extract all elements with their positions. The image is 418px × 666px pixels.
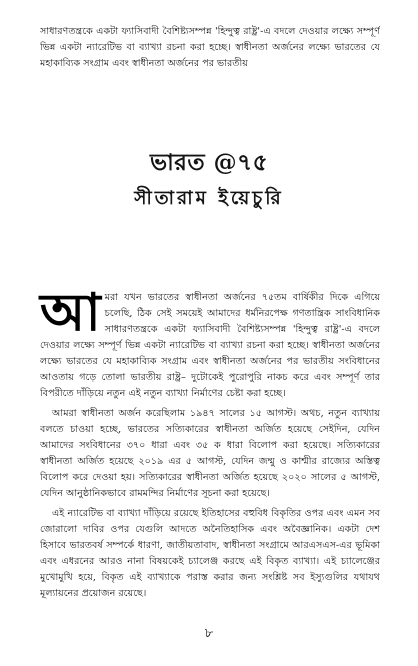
drop-cap: আ	[40, 282, 101, 343]
ghost-text-top	[40, 24, 380, 72]
paragraph-3: এই ন্যারেটিভ বা ব্যাখ্যা দাঁড়িয়ে রয়েছে ইতিহাসের বহুবিধ বিকৃতির ওপর এবং এমন সব জোরালো দাবির ওপর যেগুলি আদতে অনৈতিহাসিক এবং অবৈজ্ঞানিক। একটা দেশ হিসাবে ভারতবর্ষ সম্পর্কে ধারণা, জাতীয়তাবাদ, স্বাধীনতা সংগ্রামে আরএসএস-এর ভূমিকা এবং এধরনের আরও নানা বিষয়কেই চ্যালেঞ্জ করছে এই বিকৃত ব্যাখ্যা। এই চ্যালেঞ্জের মুখোমুখি হয়ে, বিকৃত এই ব্যাখ্যাকে পরাস্ত করার জন্য সংশ্লিষ্ট সব ইস্যুগুলির যথাযথ মূল্যায়নের প্রয়োজন রয়েছে।	[40, 508, 380, 599]
article-title: ভারত @৭৫	[149, 149, 269, 176]
paragraph-2: আমরা স্বাধীনতা অর্জন করেছিলাম ১৯৪৭ সালের ১৫ আগস্ট। অথচ, নতুন ব্যাখ্যায় বলতে চাওয়া হচ্ছে, ভারতের সত্যিকারের স্বাধীনতা অর্জিত হয়েছে সেইদিন, যেদিন আমাদের সংবিধানের ৩৭০ ধারা এবং ৩৫ ক ধারা বিলোপ করা হয়েছে। সত্যিকারের স্বাধীনতা অর্জিত হয়েছে ২০১৯ এর ৫ আগস্ট, যেদিন জম্মু ও কাশ্মীর রাজ্যের অস্তিত্ব বিলোপ করে দেওয়া হয়। সত্যিকারের স্বাধীনতা অর্জিত হয়েছে ২০২০ সালের ৫ আগস্ট, যেদিন আনুষ্ঠানিকভাবে রামমন্দির নির্মাণের সূচনা করা হয়েছে।	[40, 408, 380, 499]
paragraph-1	[40, 282, 380, 402]
page-number: ৮	[204, 626, 214, 641]
paragraph-1-text: মরা যখন ভারতের স্বাধীনতা অর্জনের ৭৫তম বার্ষিকীর দিকে এগিয়ে চলেছি, ঠিক সেই সময়েই আমাদের ধর্মনিরপেক্ষ গণতান্ত্রিক সাংবিধানিক সাধারণতন্ত্রকে একটা ফ্যাসিবাদী বৈশিষ্ট্যসম্পন্ন 'হিন্দুত্ব রাষ্ট্র'-এ বদলে দেওয়ার লক্ষ্যে সম্পূর্ণ ভিন্ন একটা ন্যারেটিভ বা ব্যাখ্যা রচনা করা হচ্ছে। স্বাধীনতা অর্জনের লক্ষ্যে ভারতের যে মহাকাব্যিক সংগ্রাম এবং স্বাধীনতা অর্জনের পর ভারতীয় সংবিধানের আওতায় গড়ে তোলা ভারতীয় রাষ্ট্র– দুটোকেই পুরোপুরি নাকচ করে এবং সম্পূর্ণ তার বিপরীতে দাঁড়িয়ে নতুন এই নতুন ব্যাখ্যা নির্মাণের চেষ্টা করা হচ্ছে।	[40, 292, 380, 399]
article-heading	[0, 148, 418, 212]
ghost-text-paragraph: সাধারণতন্ত্রকে একটা ফ্যাসিবাদী বৈশিষ্ট্যসম্পন্ন 'হিন্দুত্ব রাষ্ট্র'-এ বদলে দেওয়ার লক্ষ্যে সম্পূর্ণ ভিন্ন একটা ন্যারেটিভ বা ব্যাখ্যা রচনা করা হচ্ছে। স্বাধীনতা অর্জনের লক্ষ্যে ভারতের যে মহাকাব্যিক সংগ্রাম এবং স্বাধীনতা অর্জনের পর ভারতীয়	[40, 26, 380, 69]
article-body	[40, 282, 380, 606]
author-name: সীতারাম ইয়েচুরি	[134, 188, 284, 209]
